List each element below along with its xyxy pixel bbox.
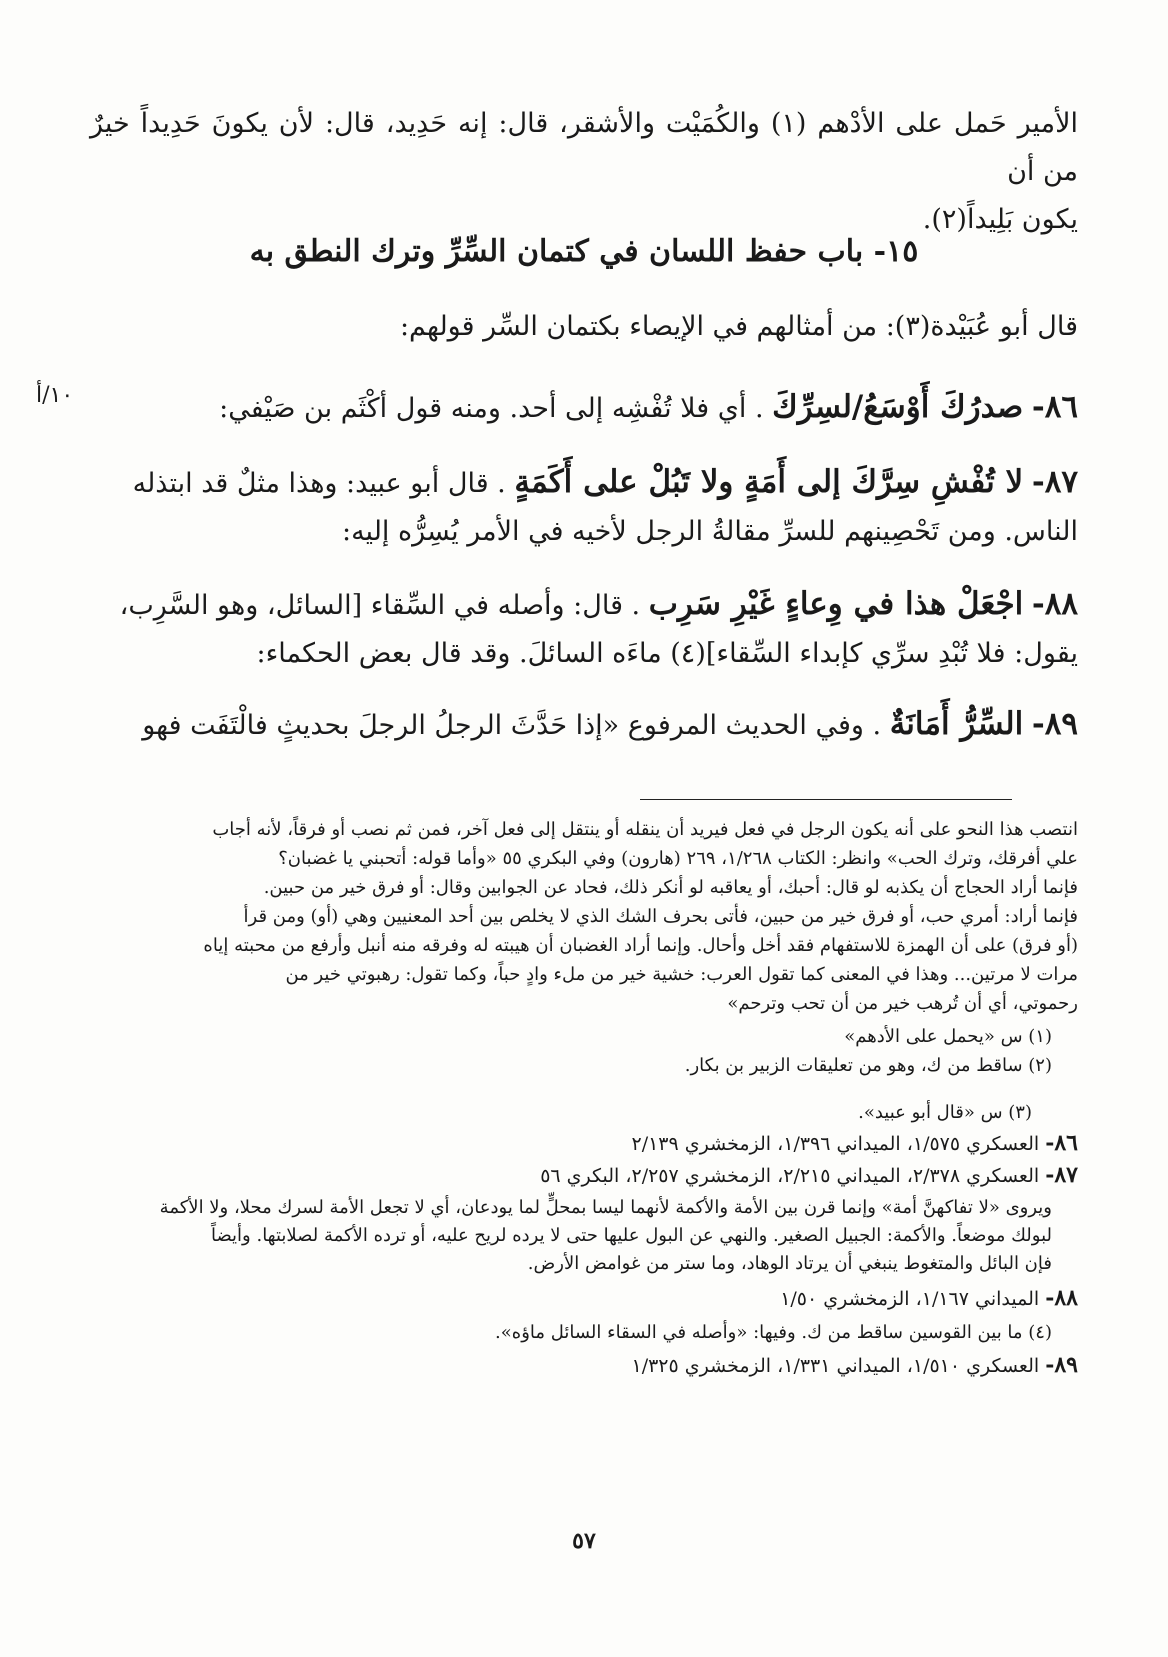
entry-number: ٨٨- (1031, 586, 1078, 622)
margin-folio-note: ١٠/أ (36, 383, 74, 408)
entry-number: ٨٦- (1031, 389, 1078, 425)
ref-87-notes (90, 1194, 1078, 1278)
entry-text-line: يقول: فلا تُبْدِ سرِّي كإبداء السِّقاء](٤) ماءَه السائلَ. وقد قال بعض الحكماء: (256, 638, 1078, 669)
ref-note-line: ويروى «لا تفاكهنَّ أمة» وإنما قرن بين الأمة والأكمة لأنهما ليسا بمحلٍّ لما يودعان، أي لا تجعل الأمة لسرك محلا، ولا الأكمة (159, 1197, 1052, 1218)
ref-text: العسكري ١/٥١٠، الميداني ١/٣٣١، الزمخشري ١/٣٢٥ (631, 1355, 1040, 1377)
ref-number: ٨٧- (1045, 1162, 1078, 1188)
footnote-line: فإنما أراد الحجاج أن يكذبه لو قال: أحبك، أو يعاقبه لو أنكر ذلك، فحاد عن الجوابين وقال: أو فرق خير من حبين. (263, 877, 1078, 898)
entry-text-line: الناس. ومن تَحْصِينهم للسرِّ مقالةُ الرجل لأخيه في الأمر يُسِرُّه إليه: (341, 516, 1078, 547)
entry-87 (90, 458, 1078, 556)
footnote-1: (١) س «يحمل على الأدهم» (844, 1026, 1052, 1047)
entry-text: . أي فلا تُفْشِه إلى أحد. ومنه قول أكْثَم بن صَيْفي: (219, 393, 764, 424)
entry-89 (90, 700, 1078, 750)
proverb: لا تُفْشِ سِرَّكَ إلى أَمَةٍ ولا تَبُلْ على أَكَمَةٍ (514, 464, 1024, 500)
page-number: ٥٧ (572, 1528, 596, 1554)
chapter-heading: ١٥- باب حفظ اللسان في كتمان السِّرِّ وترك النطق به (249, 234, 919, 269)
ref-text: العسكري ١/٥٧٥، الميداني ١/٣٩٦، الزمخشري ٢/١٣٩ (631, 1133, 1040, 1155)
entry-number: ٨٧- (1031, 464, 1078, 500)
footnote-line: رحموتي، أي أن تُرهب خير من أن تحب وترحم» (727, 993, 1078, 1014)
footnote-line: مرات لا مرتين... وهذا في المعنى كما تقول العرب: خشية خير من ملء وادٍ حباً، وكما تقول: رهبوتي خير من (285, 964, 1078, 985)
footnote-line: انتصب هذا النحو على أنه يكون الرجل في فعل فيريد أن ينقله أو ينتقل إلى فعل آخر، فمن ثم نصب أو فرقاً، لأنه أجاب (212, 819, 1078, 840)
entry-88 (90, 580, 1078, 678)
proverb: صدرُكَ أَوْسَعُ/لسِرِّكَ (772, 389, 1024, 425)
entry-86 (90, 383, 1078, 433)
ref-number: ٨٩- (1045, 1352, 1078, 1378)
ref-note-line: فإن البائل والمتغوط ينبغي أن يرتاد الوهاد، وما ستر من غوامض الأرض. (527, 1253, 1052, 1274)
footnote-2: (٢) ساقط من ك، وهو من تعليقات الزبير بن بكار. (684, 1055, 1052, 1076)
paragraph-line: الأمير حَمل على الأدْهم (١) والكُمَيْت والأشقر، قال: إنه حَدِيد، قال: لأن يكونَ حَدِيداً خيرٌ من أن (90, 108, 1078, 187)
reference-notes (90, 1128, 1078, 1192)
footnote-3-block (90, 1098, 1078, 1127)
footnote-line: علي أفرقك، وترك الحب» وانظر: الكتاب ١/٢٦٨، ٢٦٩ (هارون) وفي البكري ٥٥ «وأما قوله: أتحبني يا غضبان؟ (278, 848, 1078, 869)
ref-89-block (90, 1350, 1078, 1382)
footnotes-continued (90, 815, 1078, 1018)
main-text (90, 100, 1078, 244)
paragraph-line: يكون بَلِيداً(٢). (922, 204, 1078, 235)
footnote-3: (٣) س «قال أبو عبيد». (858, 1102, 1032, 1123)
proverb: اجْعَلْ هذا في وِعاءٍ غَيْرِ سَرِب (648, 586, 1024, 622)
footnote-4-block (90, 1318, 1078, 1347)
entry-text: . وفي الحديث المرفوع «إذا حَدَّثَ الرجلُ الرجلَ بحديثٍ فالْتَفَت فهو (142, 710, 882, 741)
ref-note-line: لبولك موضعاً. والأكمة: الجبيل الصغير. والنهي عن البول عليها حتى لا يرده لريح عليه، أو ترده الأكمة لصلابتها. وأيضاً (210, 1225, 1052, 1246)
footnote-divider (640, 799, 1012, 800)
proverb: السِّرُّ أَمَانَةٌ (889, 706, 1024, 742)
intro-text: قال أبو عُبَيْدة(٣): من أمثالهم في الإيصاء بكتمان السِّر قولهم: (399, 311, 1078, 342)
ref-88-block (90, 1283, 1078, 1315)
footnotes-numbered (90, 1022, 1078, 1080)
ref-number: ٨٨- (1045, 1285, 1078, 1311)
footnote-4: (٤) ما بين القوسين ساقط من ك. وفيها: «وأصله في السقاء السائل ماؤه». (495, 1322, 1052, 1343)
entry-number: ٨٩- (1031, 706, 1078, 742)
footnote-line: (أو فرق) على أن الهمزة للاستفهام فقد أخل وأحال. وإنما أراد الغضبان أن هيبته له وفرقه منه أنبل وأرفع من محبته إياه (203, 935, 1078, 956)
intro-line (90, 303, 1078, 351)
ref-number: ٨٦- (1045, 1130, 1078, 1156)
ref-text: العسكري ٢/٣٧٨، الميداني ٢/٢١٥، الزمخشري ٢/٢٥٧، البكري ٥٦ (540, 1165, 1040, 1187)
ref-text: الميداني ١/١٦٧، الزمخشري ١/٥٠ (780, 1288, 1040, 1310)
entry-text: . قال أبو عبيد: وهذا مثلٌ قد ابتذله (132, 468, 506, 499)
entry-text: . قال: وأصله في السِّقاء [السائل، وهو السَّرِب، (119, 590, 641, 621)
footnote-line: فإنما أراد: أمري حب، أو فرق خير من حبين، فأتى بحرف الشك الذي لا يخلص بين أحد المعنيين وهي (أو) ومن قرأ (243, 906, 1078, 927)
